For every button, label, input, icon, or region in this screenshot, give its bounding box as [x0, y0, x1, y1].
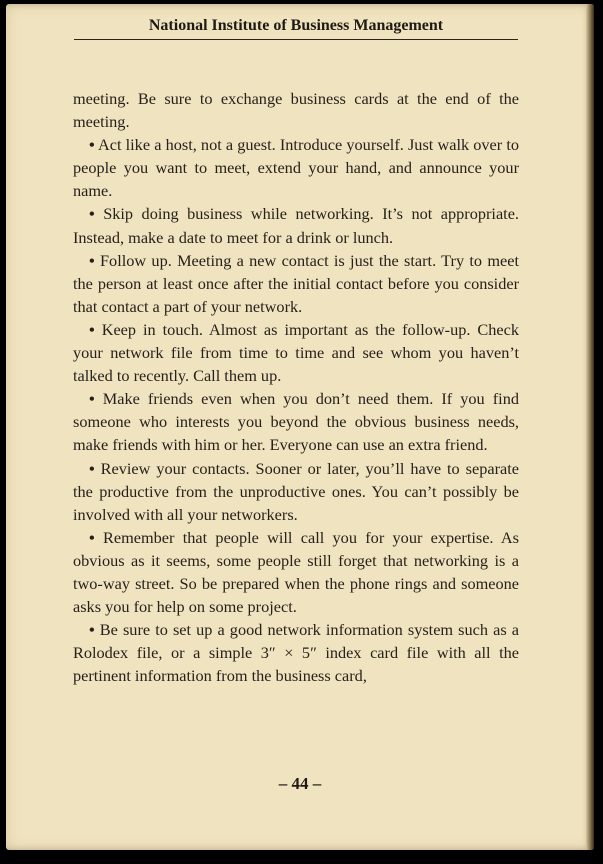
- bullet-icon: •: [89, 319, 95, 339]
- paragraph-text: Keep in touch. Almost as important as the follow-up. Check your network file from time to time and see whom you haven’t talked to recently. Call them up.: [73, 319, 519, 386]
- bullet-item-review-contacts: [73, 457, 519, 526]
- page-edge: [586, 4, 594, 850]
- bullet-item-make-friends: [73, 387, 519, 456]
- running-header: National Institute of Business Management: [74, 17, 518, 40]
- bullet-item-keep-in-touch: [73, 318, 519, 387]
- bullet-item-follow-up: [73, 249, 519, 318]
- paragraph-text: Skip doing business while networking. It’s not appropriate. Instead, make a date to meet for a drink or lunch.: [73, 204, 519, 247]
- page-number: – 44 –: [278, 774, 322, 793]
- paragraph-text: Remember that people will call you for your expertise. As obvious as it seems, some people still forget that networking is a two-way street. So be prepared when the phone rings and someone asks you for help on some project.: [73, 527, 519, 617]
- bullet-icon: •: [89, 204, 95, 224]
- paragraph-text: Make friends even when you don’t need them. If you find someone who interests you beyond the obvious business needs, make friends with him or her. Everyone can use an extra friend.: [73, 389, 519, 455]
- bullet-icon: •: [89, 135, 95, 155]
- bullet-icon: •: [89, 620, 95, 640]
- body-text: [73, 87, 519, 687]
- bullet-icon: •: [89, 250, 95, 270]
- bullet-icon: •: [89, 389, 95, 409]
- paragraph-text: Review your contacts. Sooner or later, you’ll have to separate the productive from the unproductive ones. You can’t possibly be involved with all your networkers.: [73, 458, 519, 524]
- paragraph-continuation: [73, 87, 519, 133]
- bullet-item-act-like-host: [73, 133, 519, 202]
- paragraph-text: meeting. Be sure to exchange business cards at the end of the meeting.: [73, 89, 519, 132]
- bullet-item-remember-expertise: [73, 526, 519, 618]
- bullet-item-skip-business: [73, 202, 519, 248]
- bullet-icon: •: [89, 527, 95, 547]
- paragraph-text: Be sure to set up a good network information system such as a Rolodex file, or a simple 3″ × 5″ index card file with all the pertinent information from the business card,: [73, 620, 519, 686]
- bullet-item-network-system: [73, 618, 519, 687]
- paragraph-text: Act like a host, not a guest. Introduce yourself. Just walk over to people you want to meet, extend your hand, and announce your name.: [73, 135, 520, 201]
- book-page: [6, 4, 594, 850]
- paragraph-text: Follow up. Meeting a new contact is just the start. Try to meet the person at least once after the initial contact before you consider that contact a part of your network.: [73, 250, 519, 316]
- bullet-icon: •: [89, 458, 95, 478]
